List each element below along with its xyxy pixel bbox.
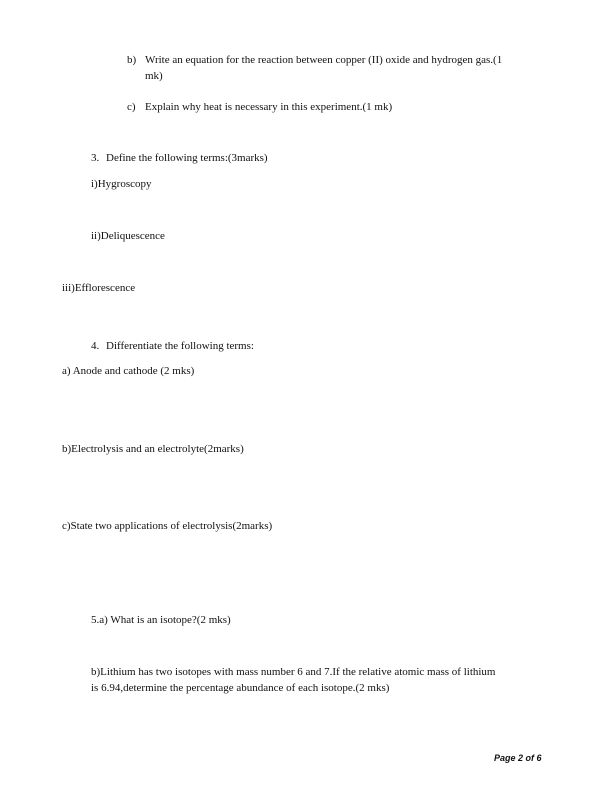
q3-text: Define the following terms:(3marks) xyxy=(106,152,268,164)
q3-number: 3. xyxy=(91,152,100,164)
q5b-text: b)Lithium has two isotopes with mass number 6 and 7.If the relative atomic mass of lithium xyxy=(91,666,496,678)
q2b-text: Write an equation for the reaction between copper (II) oxide and hydrogen gas.(1 xyxy=(145,54,503,66)
page-number: Page 2 of 6 xyxy=(494,753,542,763)
q4b-text: b)Electrolysis and an electrolyte(2marks) xyxy=(62,443,244,455)
q4-number: 4. xyxy=(91,340,100,352)
q2b-text-cont: mk) xyxy=(145,70,163,82)
q3-item-efflorescence: iii)Efflorescence xyxy=(62,282,136,294)
q5b-text-cont: is 6.94,determine the percentage abundance of each isotope.(2 mks) xyxy=(91,682,390,694)
q4a-text: a) Anode and cathode (2 mks) xyxy=(62,365,195,377)
q3-item-hygroscopy: i)Hygroscopy xyxy=(91,178,152,190)
q2c-label: c) xyxy=(127,101,136,113)
q2b-label: b) xyxy=(127,54,137,66)
q2c-text: Explain why heat is necessary in this experiment.(1 mk) xyxy=(145,101,393,113)
q4c-text: c)State two applications of electrolysis(2marks) xyxy=(62,520,273,532)
q3-item-deliquescence: ii)Deliquescence xyxy=(91,230,165,242)
q5a-text: 5.a) What is an isotope?(2 mks) xyxy=(91,614,231,626)
q4-text: Differentiate the following terms: xyxy=(106,340,254,352)
